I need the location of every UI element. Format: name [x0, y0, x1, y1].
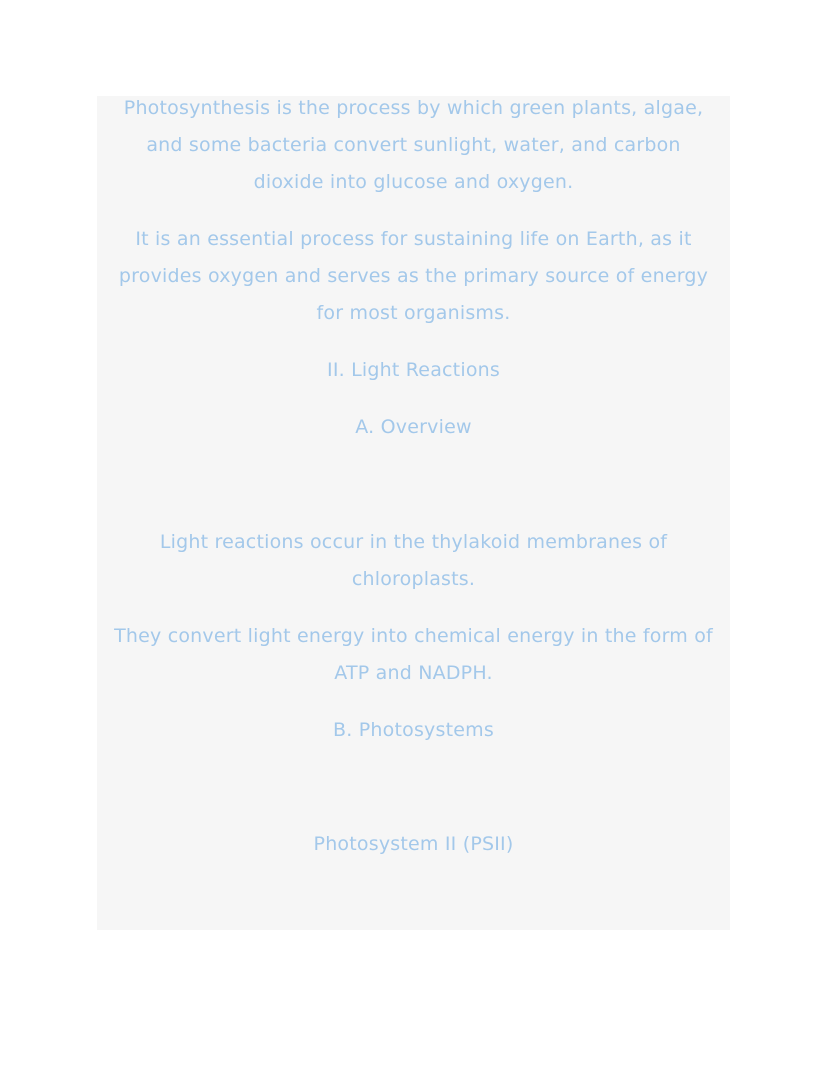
overview-paragraph-1-line-1: Light reactions occur in the thylakoid membranes of: [159, 531, 668, 553]
overview-paragraph-1-line-2: chloroplasts.: [351, 568, 476, 590]
intro-paragraph-line-1: Photosynthesis is the process by which green plants, algae,: [123, 97, 704, 119]
psii-heading: Photosystem II (PSII): [313, 833, 514, 855]
document-card: [97, 96, 730, 930]
photosystems-heading: B. Photosystems: [333, 719, 494, 741]
importance-paragraph-line-2: provides oxygen and serves as the primary source of energy: [118, 265, 709, 287]
overview-paragraph-2-line-2: ATP and NADPH.: [334, 662, 493, 684]
overview-heading: A. Overview: [355, 416, 472, 438]
importance-paragraph-line-1: It is an essential process for sustaining life on Earth, as it: [135, 228, 692, 250]
section-heading: II. Light Reactions: [327, 359, 500, 381]
intro-paragraph-line-2: and some bacteria convert sunlight, water, and carbon: [146, 134, 681, 156]
intro-paragraph-line-3: dioxide into glucose and oxygen.: [253, 171, 574, 193]
importance-paragraph-line-3: for most organisms.: [316, 302, 511, 324]
overview-paragraph-2-line-1: They convert light energy into chemical energy in the form of: [114, 625, 713, 647]
